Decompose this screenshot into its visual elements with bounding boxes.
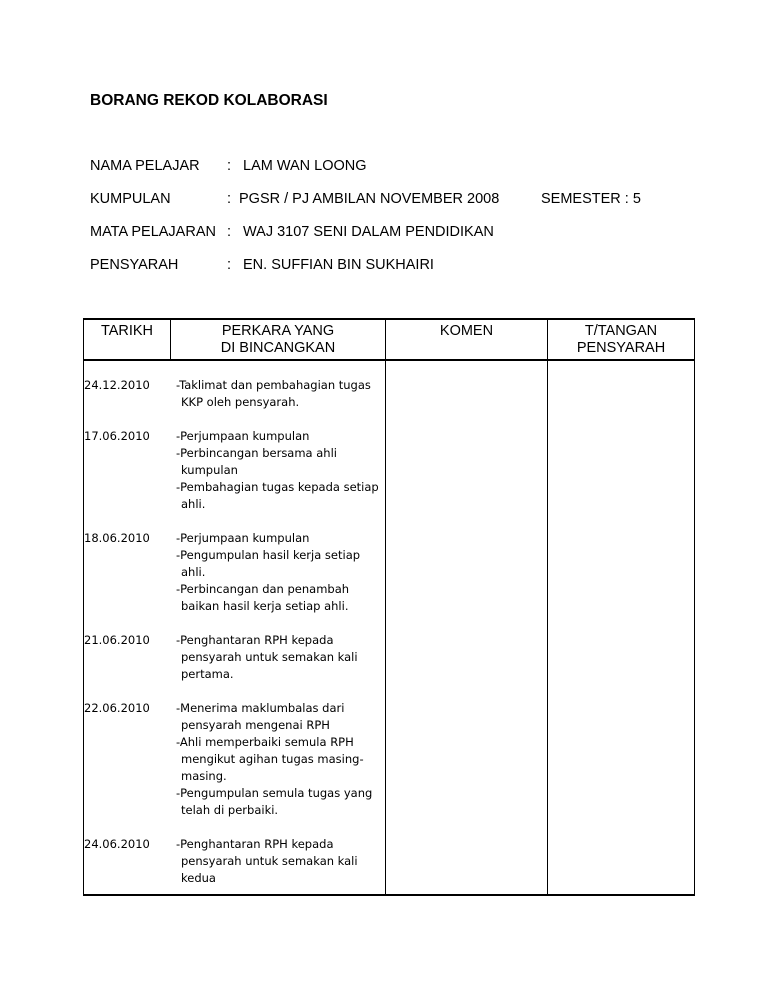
header-ttangan-line2: PENSYARAH (576, 340, 666, 356)
entry-line: pensyarah mengenai RPH (181, 718, 330, 732)
entry-line: pensyarah untuk semakan kali (181, 650, 358, 664)
entry-date: 24.12.2010 (84, 378, 150, 392)
entry-date: 21.06.2010 (84, 633, 150, 647)
entry-line: -Perbincangan bersama ahli (176, 446, 337, 460)
entry-line: telah di perbaiki. (181, 803, 279, 817)
entry-gap (84, 615, 385, 632)
entry-line: -Pembahagian tugas kepada setiap (176, 480, 379, 494)
table-row (84, 530, 385, 615)
nama-pelajar-label: NAMA PELAJAR (90, 158, 200, 174)
mata-pelajaran-label: MATA PELAJARAN (90, 224, 216, 240)
collaboration-record-table (83, 318, 695, 896)
header-tarikh-label: TARIKH (100, 323, 154, 339)
entries-cell (84, 360, 386, 895)
entry-line: ahli. (181, 565, 206, 579)
entry-date: 22.06.2010 (84, 701, 150, 715)
header-perkara-line2: DI BINCANGKAN (220, 340, 336, 356)
table-header-row (84, 319, 695, 360)
entry-line: -Penghantaran RPH kepada (176, 633, 334, 647)
entry-date: 24.06.2010 (84, 837, 150, 851)
kumpulan-value: PGSR / PJ AMBILAN NOVEMBER 2008 (239, 191, 500, 207)
entry-line: mengikut agihan tugas masing- (181, 752, 364, 766)
entry-date: 17.06.2010 (84, 429, 150, 443)
entry-line: masing. (181, 769, 227, 783)
komen-cell (386, 360, 548, 895)
header-tarikh (84, 319, 171, 360)
entry-line: -Penghantaran RPH kepada (176, 837, 334, 851)
mata-pelajaran-colon: : (227, 224, 232, 240)
entry-date: 18.06.2010 (84, 531, 150, 545)
entry-line: ahli. (181, 497, 206, 511)
entry-line: kedua (181, 871, 216, 885)
entry-line: -Perjumpaan kumpulan (176, 429, 310, 443)
semester-text: SEMESTER : 5 (541, 191, 641, 207)
kumpulan-label: KUMPULAN (90, 191, 171, 207)
entry-line: pensyarah untuk semakan kali (181, 854, 358, 868)
table-row (84, 632, 385, 683)
entry-gap (84, 819, 385, 836)
entry-gap (84, 411, 385, 428)
header-ttangan-line1: T/TANGAN (584, 323, 658, 339)
table-row (84, 377, 385, 411)
table-row (84, 428, 385, 513)
header-komen (386, 319, 548, 360)
entry-line: KKP oleh pensyarah. (181, 395, 300, 409)
entry-line: kumpulan (181, 463, 238, 477)
entry-line: -Taklimat dan pembahagian tugas (176, 378, 371, 392)
pensyarah-label: PENSYARAH (90, 257, 179, 273)
mata-pelajaran-value: WAJ 3107 SENI DALAM PENDIDIKAN (243, 224, 494, 240)
table-row (84, 700, 385, 819)
header-komen-label: KOMEN (439, 323, 494, 339)
nama-pelajar-value: LAM WAN LOONG (243, 158, 367, 174)
entry-line: -Perjumpaan kumpulan (176, 531, 310, 545)
table-body-row (84, 360, 695, 895)
entry-line: -Menerima maklumbalas dari (176, 701, 345, 715)
entry-line: -Ahli memperbaiki semula RPH (176, 735, 354, 749)
header-perkara-line1: PERKARA YANG (221, 323, 335, 339)
entry-line: baikan hasil kerja setiap ahli. (181, 599, 349, 613)
entry-line: -Pengumpulan semula tugas yang (176, 786, 373, 800)
entry-gap (84, 513, 385, 530)
nama-pelajar-colon: : (227, 158, 232, 174)
ttangan-cell (548, 360, 695, 895)
pensyarah-value: EN. SUFFIAN BIN SUKHAIRI (243, 257, 434, 273)
entry-line: pertama. (181, 667, 234, 681)
kumpulan-colon: : (227, 191, 232, 207)
table-row (84, 836, 385, 887)
entry-line: -Perbincangan dan penambah (176, 582, 350, 596)
pensyarah-colon: : (227, 257, 232, 273)
form-title: BORANG REKOD KOLABORASI (90, 92, 328, 109)
header-ttangan (548, 319, 695, 360)
entry-gap (84, 683, 385, 700)
entry-line: -Pengumpulan hasil kerja setiap (176, 548, 361, 562)
entries-list (84, 361, 385, 887)
header-perkara (171, 319, 386, 360)
